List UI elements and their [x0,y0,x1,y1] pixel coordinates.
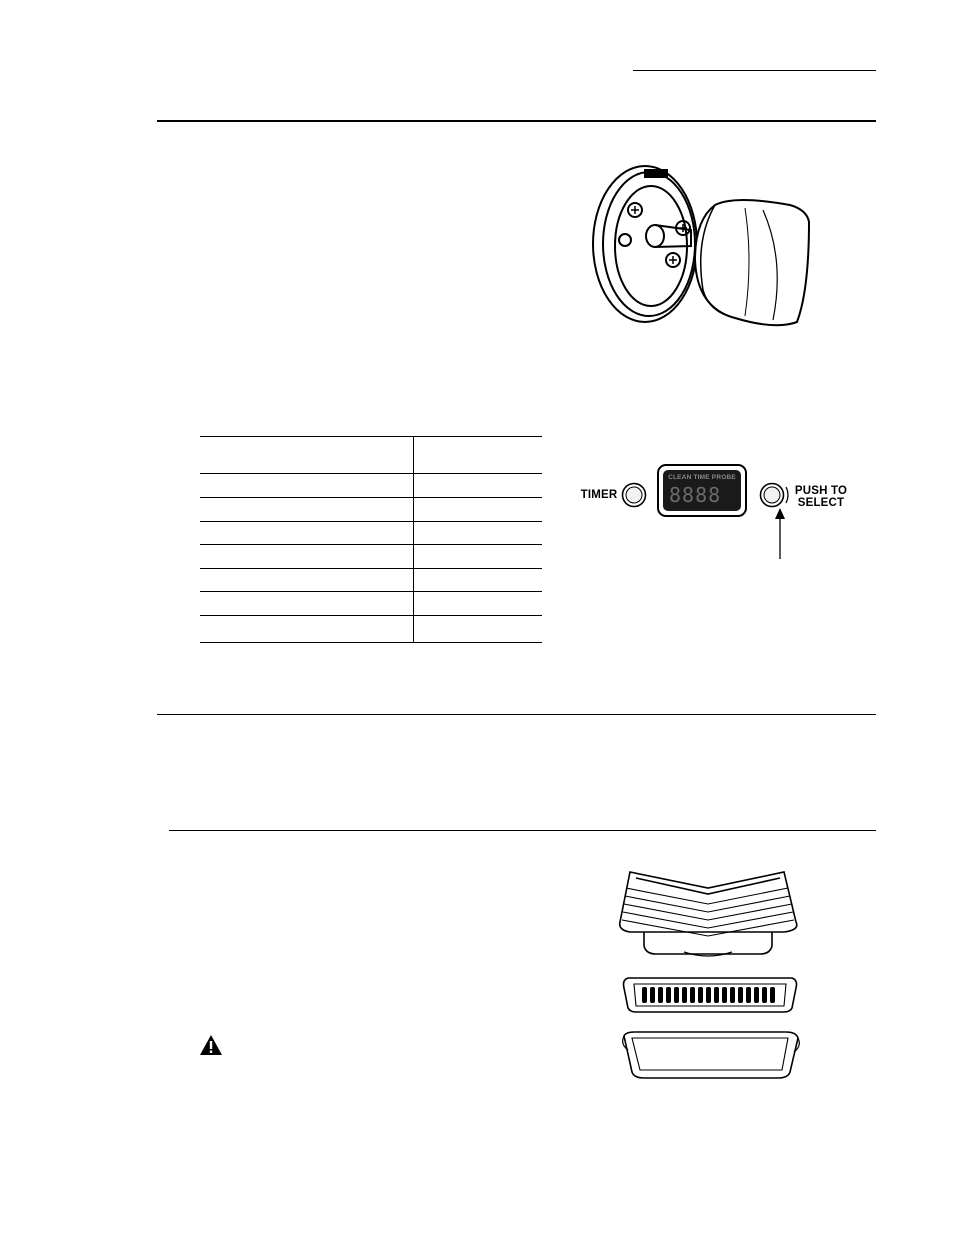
display-bezel [657,464,747,517]
display-header: CLEAN TIME PROBE [668,474,736,481]
push-to-select-line1: PUSH TO [794,485,848,497]
push-to-select-line2: SELECT [797,497,845,509]
section-rule-lower [169,830,876,831]
select-knob-button[interactable] [759,481,791,509]
table-column-divider [413,436,414,643]
section-rule-middle [157,714,876,715]
table-header-rule [200,473,542,474]
push-to-select-label [790,485,852,509]
broiler-grid-illustration [614,866,800,962]
timer-label: TIMER [580,489,618,501]
display-digits: 8888 [669,483,722,507]
section-rule-top [157,120,876,122]
pointer-arrow-icon [773,507,787,559]
header-rule [633,70,876,71]
timer-button[interactable] [621,482,647,508]
table-row-rule [200,497,542,498]
table-row-rule [200,521,542,522]
table-row-rule [200,568,542,569]
adjustment-table [200,436,542,643]
table-bottom-rule [200,642,542,643]
table-row-rule [200,544,542,545]
broiler-insert-illustration [620,974,800,1016]
display-screen [663,470,741,511]
table-top-rule [200,436,542,437]
broiler-pan-illustration [618,1030,802,1084]
knob-removal-illustration [585,150,815,340]
table-row-rule [200,591,542,592]
table-row-rule [200,615,542,616]
warning-triangle-icon [199,1034,223,1056]
